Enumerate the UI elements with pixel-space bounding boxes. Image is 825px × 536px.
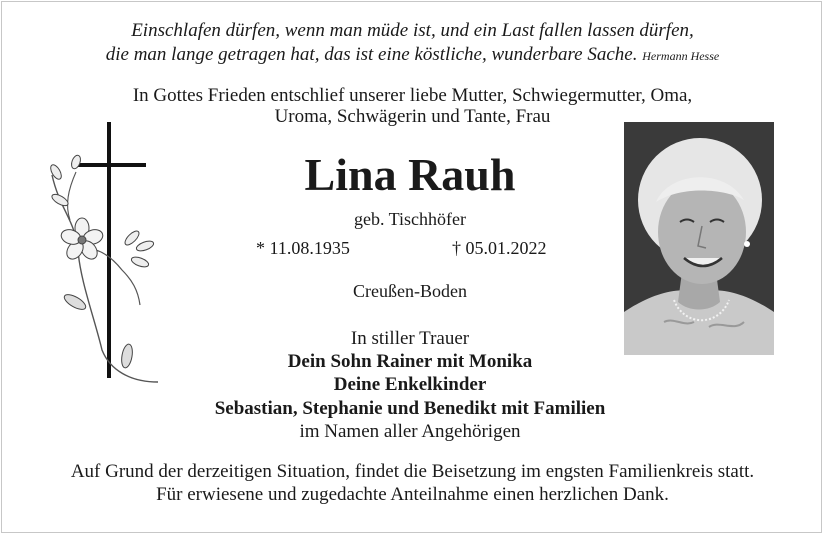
mourner-line-1: Dein Sohn Rainer mit Monika	[287, 351, 533, 372]
intro-line-1: In Gottes Frieden entschlief unserer liebe Mutter, Schwiegermutter, Oma,	[132, 85, 693, 106]
mourning-closing: im Namen aller Angehörigen	[299, 421, 521, 442]
quote-text-2: die man lange getragen hat, das ist eine köstliche, wunderbare Sache.	[105, 44, 638, 65]
mourner-line-3: Sebastian, Stephanie und Benedikt mit Familien	[214, 398, 606, 419]
quote-author: Hermann Hesse	[642, 49, 720, 63]
mourning-heading: In stiller Trauer	[350, 328, 470, 349]
quote-line-1	[0, 20, 825, 42]
footer-line-1: Auf Grund der derzeitigen Situation, findet die Beisetzung im engsten Familienkreis statt.	[70, 461, 755, 482]
quote-text-1: Einschlafen dürfen, wenn man müde ist, und ein Last fallen lassen dürfen,	[131, 20, 694, 41]
mourner-line-2: Deine Enkelkinder	[333, 374, 487, 395]
maiden-name: geb. Tischhöfer	[354, 209, 466, 229]
death-date: † 05.01.2022	[452, 238, 547, 258]
intro-line-2: Uroma, Schwägerin und Tante, Frau	[274, 106, 551, 127]
birth-date: * 11.08.1935	[256, 238, 350, 258]
deceased-name: Lina Rauh	[304, 149, 516, 200]
footer-line-2: Für erwiesene und zugedachte Anteilnahme einen herzlichen Dank.	[156, 484, 669, 505]
place-of-residence: Creußen-Boden	[353, 281, 467, 301]
quote-line-2	[0, 44, 825, 67]
